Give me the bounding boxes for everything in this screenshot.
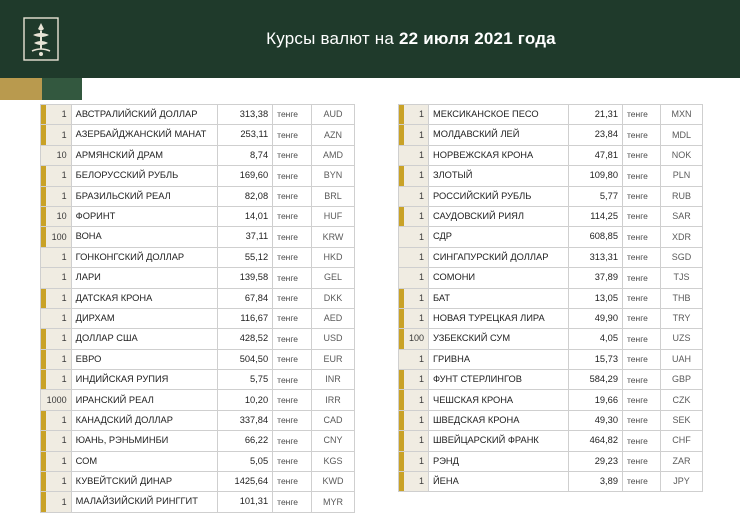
currency-rate-value: 504,50: [217, 349, 272, 369]
currency-code: CZK: [661, 390, 703, 410]
table-row: [41, 410, 355, 430]
table-row: [41, 472, 355, 492]
table-row: [41, 308, 355, 328]
currency-quantity: 1: [41, 308, 72, 328]
currency-rate-value: 101,31: [217, 492, 272, 512]
currency-name: АВСТРАЛИЙСКИЙ ДОЛЛАР: [71, 105, 217, 125]
currency-code: AUD: [312, 105, 355, 125]
currency-name: АЗЕРБАЙДЖАНСКИЙ МАНАТ: [71, 125, 217, 145]
currency-code: USD: [312, 329, 355, 349]
currency-rate-value: 5,75: [217, 370, 272, 390]
currency-name: УЗБЕКСКИЙ СУМ: [429, 329, 569, 349]
currency-quantity: 1: [399, 451, 429, 471]
logo-container: [0, 0, 82, 78]
currency-code: UZS: [661, 329, 703, 349]
currency-rate-unit: тенге: [273, 410, 312, 430]
currency-quantity: 10: [41, 145, 72, 165]
currency-name: НОВАЯ ТУРЕЦКАЯ ЛИРА: [429, 308, 569, 328]
currency-quantity: 1: [41, 472, 72, 492]
currency-rate-value: 116,67: [217, 308, 272, 328]
currency-name: ВОНА: [71, 227, 217, 247]
currency-rate-unit: тенге: [623, 268, 661, 288]
currency-quantity: 1: [399, 308, 429, 328]
table-row: [399, 227, 703, 247]
table-row: [399, 186, 703, 206]
currency-quantity: 1: [399, 370, 429, 390]
currency-name: САУДОВСКИЙ РИЯЛ: [429, 206, 569, 226]
currency-rate-unit: тенге: [273, 472, 312, 492]
currency-rate-value: 5,77: [569, 186, 623, 206]
currency-name: СДР: [429, 227, 569, 247]
currency-rate-value: 169,60: [217, 166, 272, 186]
currency-code: KRW: [312, 227, 355, 247]
currency-quantity: 1000: [41, 390, 72, 410]
currency-name: ЕВРО: [71, 349, 217, 369]
currency-rate-unit: тенге: [273, 288, 312, 308]
currency-code: TRY: [661, 308, 703, 328]
currency-rate-value: 114,25: [569, 206, 623, 226]
currency-rate-value: 337,84: [217, 410, 272, 430]
currency-name: СОМ: [71, 451, 217, 471]
currency-rate-unit: тенге: [623, 451, 661, 471]
currency-code: SEK: [661, 410, 703, 430]
currency-code: EUR: [312, 349, 355, 369]
currency-name: КАНАДСКИЙ ДОЛЛАР: [71, 410, 217, 430]
currency-rate-value: 5,05: [217, 451, 272, 471]
currency-code: HKD: [312, 247, 355, 267]
currency-name: АРМЯНСКИЙ ДРАМ: [71, 145, 217, 165]
currency-quantity: 1: [399, 166, 429, 186]
currency-quantity: 1: [41, 370, 72, 390]
currency-code: TJS: [661, 268, 703, 288]
currency-rate-unit: тенге: [623, 166, 661, 186]
table-row: [41, 492, 355, 512]
currency-quantity: 1: [399, 349, 429, 369]
currency-rate-unit: тенге: [273, 390, 312, 410]
table-row: [399, 329, 703, 349]
table-row: [41, 431, 355, 451]
currency-quantity: 100: [399, 329, 429, 349]
currency-quantity: 1: [399, 268, 429, 288]
currency-name: БРАЗИЛЬСКИЙ РЕАЛ: [71, 186, 217, 206]
table-row: [41, 268, 355, 288]
currency-rate-unit: тенге: [623, 145, 661, 165]
currency-rate-value: 8,74: [217, 145, 272, 165]
currency-quantity: 1: [399, 206, 429, 226]
table-row: [41, 125, 355, 145]
currency-quantity: 1: [41, 105, 72, 125]
currency-code: AED: [312, 308, 355, 328]
currency-rate-value: 21,31: [569, 105, 623, 125]
currency-quantity: 10: [41, 206, 72, 226]
currency-rate-unit: тенге: [623, 227, 661, 247]
currency-name: ДАТСКАЯ КРОНА: [71, 288, 217, 308]
table-row: [399, 145, 703, 165]
table-row: [41, 329, 355, 349]
currency-quantity: 1: [41, 186, 72, 206]
table-row: [399, 125, 703, 145]
currency-rate-unit: тенге: [273, 492, 312, 512]
currency-quantity: 1: [399, 431, 429, 451]
currency-code: BRL: [312, 186, 355, 206]
currency-rate-unit: тенге: [623, 288, 661, 308]
currency-rate-value: 13,05: [569, 288, 623, 308]
currency-quantity: 1: [41, 125, 72, 145]
currency-rate-value: 464,82: [569, 431, 623, 451]
currency-name: ЧЕШСКАЯ КРОНА: [429, 390, 569, 410]
currency-rate-unit: тенге: [273, 431, 312, 451]
currency-name: ЗЛОТЫЙ: [429, 166, 569, 186]
table-row: [41, 349, 355, 369]
table-row: [399, 206, 703, 226]
currency-rate-unit: тенге: [623, 105, 661, 125]
currency-rate-unit: тенге: [623, 329, 661, 349]
currency-quantity: 1: [399, 410, 429, 430]
table-row: [399, 105, 703, 125]
currency-name: ФУНТ СТЕРЛИНГОВ: [429, 370, 569, 390]
currency-quantity: 1: [399, 125, 429, 145]
page-header: [0, 0, 740, 78]
currency-code: KGS: [312, 451, 355, 471]
currency-quantity: 1: [399, 227, 429, 247]
currency-rate-value: 3,89: [569, 472, 623, 492]
table-row: [399, 431, 703, 451]
currency-rate-value: 29,23: [569, 451, 623, 471]
currency-rate-value: 139,58: [217, 268, 272, 288]
page-title-plain: Курсы валют на: [266, 29, 395, 48]
currency-rate-unit: тенге: [623, 247, 661, 267]
currency-name: СОМОНИ: [429, 268, 569, 288]
currency-rate-value: 82,08: [217, 186, 272, 206]
currency-code: AZN: [312, 125, 355, 145]
currency-quantity: 1: [399, 105, 429, 125]
currency-quantity: 1: [399, 145, 429, 165]
table-row: [399, 472, 703, 492]
currency-quantity: 1: [399, 247, 429, 267]
currency-name: ДИРХАМ: [71, 308, 217, 328]
currency-rate-value: 37,89: [569, 268, 623, 288]
currency-code: MDL: [661, 125, 703, 145]
table-row: [399, 390, 703, 410]
currency-name: МАЛАЙЗИЙСКИЙ РИНГГИТ: [71, 492, 217, 512]
currency-name: ФОРИНТ: [71, 206, 217, 226]
currency-rate-value: 4,05: [569, 329, 623, 349]
table-row: [41, 145, 355, 165]
currency-quantity: 1: [41, 329, 72, 349]
currency-rate-unit: тенге: [273, 166, 312, 186]
currency-quantity: 1: [41, 166, 72, 186]
currency-rate-unit: тенге: [273, 227, 312, 247]
currency-rate-unit: тенге: [273, 349, 312, 369]
currency-name: ШВЕЙЦАРСКИЙ ФРАНК: [429, 431, 569, 451]
currency-name: ЛАРИ: [71, 268, 217, 288]
currency-rate-unit: тенге: [623, 431, 661, 451]
currency-rate-unit: тенге: [273, 329, 312, 349]
currency-name: ШВЕДСКАЯ КРОНА: [429, 410, 569, 430]
currency-code: NOK: [661, 145, 703, 165]
currency-rate-value: 313,38: [217, 105, 272, 125]
currency-name: МЕКСИКАНСКОЕ ПЕСО: [429, 105, 569, 125]
currency-quantity: 1: [41, 431, 72, 451]
currency-code: AMD: [312, 145, 355, 165]
currency-rate-unit: тенге: [623, 349, 661, 369]
rates-table-left: [40, 104, 355, 513]
currency-code: INR: [312, 370, 355, 390]
table-row: [399, 349, 703, 369]
currency-quantity: 1: [399, 186, 429, 206]
currency-rate-value: 23,84: [569, 125, 623, 145]
currency-code: MYR: [312, 492, 355, 512]
table-row: [399, 370, 703, 390]
table-row: [41, 370, 355, 390]
currency-rate-value: 608,85: [569, 227, 623, 247]
currency-quantity: 1: [399, 472, 429, 492]
table-row: [399, 166, 703, 186]
currency-rate-value: 584,29: [569, 370, 623, 390]
currency-name: РЭНД: [429, 451, 569, 471]
currency-code: CNY: [312, 431, 355, 451]
currency-rate-value: 428,52: [217, 329, 272, 349]
table-row: [41, 227, 355, 247]
currency-rate-value: 14,01: [217, 206, 272, 226]
currency-name: КУВЕЙТСКИЙ ДИНАР: [71, 472, 217, 492]
currency-rate-value: 37,11: [217, 227, 272, 247]
currency-quantity: 1: [41, 492, 72, 512]
table-row: [399, 247, 703, 267]
currency-rate-unit: тенге: [273, 186, 312, 206]
currency-rate-value: 253,11: [217, 125, 272, 145]
currency-rate-unit: тенге: [273, 145, 312, 165]
currency-quantity: 1: [41, 247, 72, 267]
currency-rate-value: 19,66: [569, 390, 623, 410]
currency-quantity: 1: [41, 288, 72, 308]
currency-code: GEL: [312, 268, 355, 288]
currency-name: БАТ: [429, 288, 569, 308]
currency-rate-value: 15,73: [569, 349, 623, 369]
table-row: [41, 247, 355, 267]
currency-rate-value: 47,81: [569, 145, 623, 165]
currency-quantity: 1: [399, 288, 429, 308]
currency-quantity: 1: [399, 390, 429, 410]
currency-rate-unit: тенге: [273, 206, 312, 226]
currency-rate-unit: тенге: [273, 125, 312, 145]
currency-rate-unit: тенге: [623, 472, 661, 492]
currency-code: CHF: [661, 431, 703, 451]
currency-rate-unit: тенге: [623, 370, 661, 390]
currency-rate-unit: тенге: [623, 308, 661, 328]
rates-table-right: [398, 104, 703, 492]
currency-code: THB: [661, 288, 703, 308]
currency-name: РОССИЙСКИЙ РУБЛЬ: [429, 186, 569, 206]
currency-name: ИНДИЙСКАЯ РУПИЯ: [71, 370, 217, 390]
currency-rate-value: 49,90: [569, 308, 623, 328]
table-row: [41, 451, 355, 471]
table-row: [399, 308, 703, 328]
currency-rate-unit: тенге: [273, 105, 312, 125]
currency-quantity: 1: [41, 410, 72, 430]
accent-bar-gold: [0, 78, 42, 100]
currency-rate-unit: тенге: [273, 308, 312, 328]
page-title: [82, 0, 740, 78]
currency-code: JPY: [661, 472, 703, 492]
currency-rate-unit: тенге: [623, 410, 661, 430]
table-row: [41, 186, 355, 206]
currency-code: UAH: [661, 349, 703, 369]
table-row: [399, 288, 703, 308]
currency-quantity: 1: [41, 268, 72, 288]
currency-code: HUF: [312, 206, 355, 226]
currency-quantity: 100: [41, 227, 72, 247]
currency-code: CAD: [312, 410, 355, 430]
table-row: [399, 410, 703, 430]
currency-quantity: 1: [41, 349, 72, 369]
currency-code: IRR: [312, 390, 355, 410]
currency-rate-unit: тенге: [273, 370, 312, 390]
currency-rate-value: 55,12: [217, 247, 272, 267]
currency-name: НОРВЕЖСКАЯ КРОНА: [429, 145, 569, 165]
currency-name: ДОЛЛАР США: [71, 329, 217, 349]
currency-name: ГОНКОНГСКИЙ ДОЛЛАР: [71, 247, 217, 267]
currency-code: MXN: [661, 105, 703, 125]
accent-bar-green: [42, 78, 82, 100]
currency-name: МОЛДАВСКИЙ ЛЕЙ: [429, 125, 569, 145]
currency-rate-value: 67,84: [217, 288, 272, 308]
currency-rate-value: 1425,64: [217, 472, 272, 492]
currency-rate-value: 109,80: [569, 166, 623, 186]
national-bank-emblem-icon: [23, 17, 59, 61]
currency-rate-unit: тенге: [623, 390, 661, 410]
currency-code: RUB: [661, 186, 703, 206]
currency-rate-unit: тенге: [623, 206, 661, 226]
currency-code: GBP: [661, 370, 703, 390]
table-row: [41, 105, 355, 125]
currency-rate-value: 66,22: [217, 431, 272, 451]
currency-code: KWD: [312, 472, 355, 492]
page-title-date: 22 июля 2021 года: [399, 29, 556, 48]
currency-name: ЮАНЬ, РЭНЬМИНБИ: [71, 431, 217, 451]
currency-rate-value: 313,31: [569, 247, 623, 267]
currency-rate-unit: тенге: [623, 186, 661, 206]
currency-rate-unit: тенге: [273, 247, 312, 267]
currency-name: ИРАНСКИЙ РЕАЛ: [71, 390, 217, 410]
currency-quantity: 1: [41, 451, 72, 471]
currency-code: XDR: [661, 227, 703, 247]
currency-code: BYN: [312, 166, 355, 186]
currency-code: ZAR: [661, 451, 703, 471]
currency-rate-value: 10,20: [217, 390, 272, 410]
table-row: [399, 268, 703, 288]
currency-rate-unit: тенге: [273, 268, 312, 288]
currency-code: PLN: [661, 166, 703, 186]
currency-code: SAR: [661, 206, 703, 226]
currency-name: БЕЛОРУССКИЙ РУБЛЬ: [71, 166, 217, 186]
currency-name: ЙЕНА: [429, 472, 569, 492]
table-row: [41, 288, 355, 308]
currency-rate-unit: тенге: [623, 125, 661, 145]
currency-rate-unit: тенге: [273, 451, 312, 471]
currency-code: DKK: [312, 288, 355, 308]
currency-code: SGD: [661, 247, 703, 267]
table-row: [41, 166, 355, 186]
table-row: [399, 451, 703, 471]
table-row: [41, 390, 355, 410]
currency-name: СИНГАПУРСКИЙ ДОЛЛАР: [429, 247, 569, 267]
table-row: [41, 206, 355, 226]
currency-name: ГРИВНА: [429, 349, 569, 369]
currency-rate-value: 49,30: [569, 410, 623, 430]
